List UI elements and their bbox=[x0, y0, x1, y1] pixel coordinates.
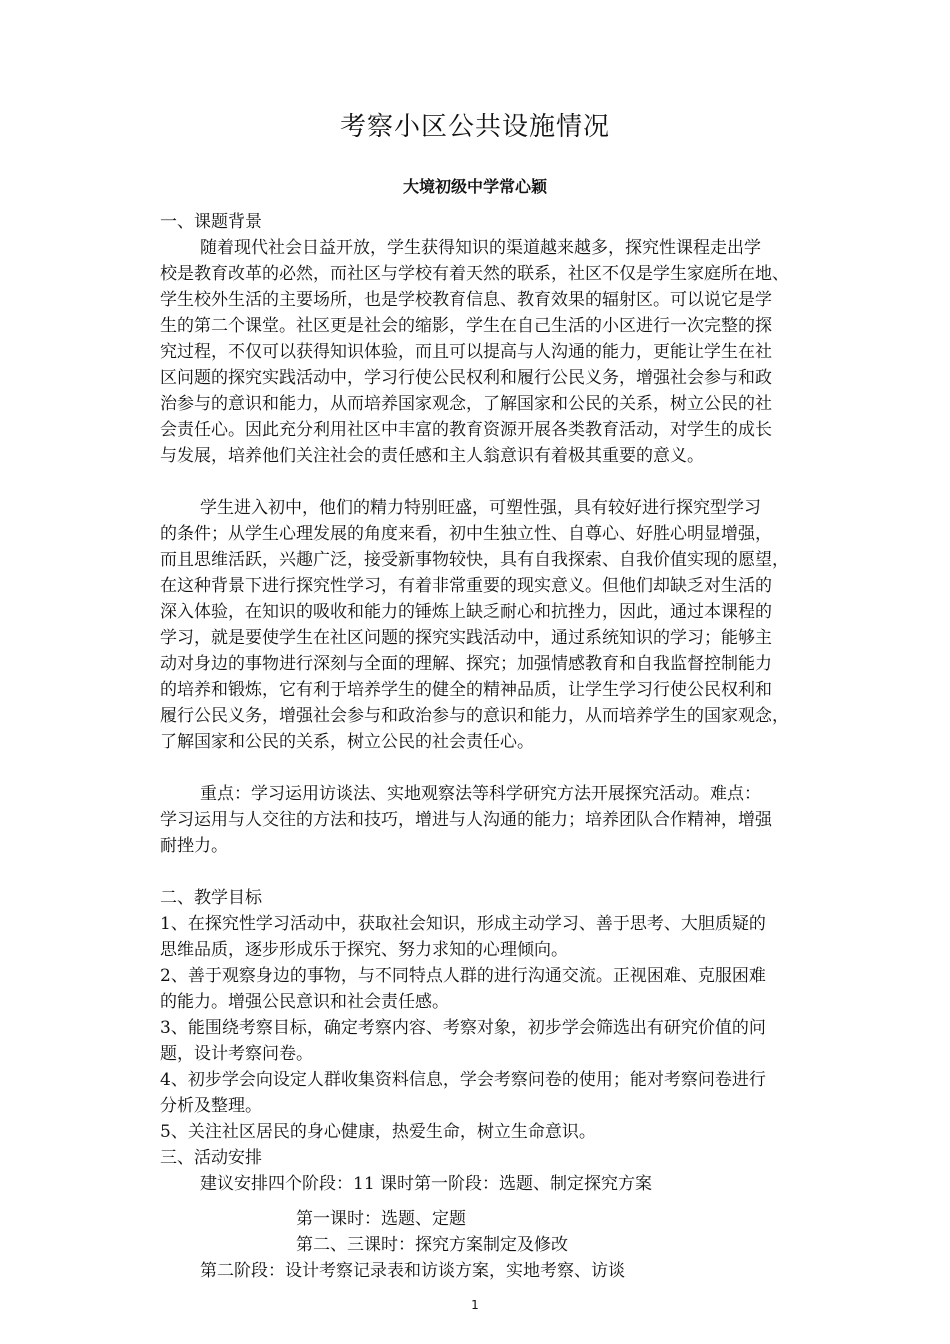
list-item: 3、能围绕考察目标，确定考察内容、考察对象，初步学会筛选出有研究价值的问 bbox=[160, 1018, 766, 1038]
paragraph-line: 了解国家和公民的关系，树立公民的社会责任心。 bbox=[160, 732, 534, 752]
list-item: 5、关注社区居民的身心健康，热爱生命，树立生命意识。 bbox=[160, 1122, 596, 1142]
list-item: 1、在探究性学习活动中，获取社会知识，形成主动学习、善于思考、大胆质疑的 bbox=[160, 914, 766, 934]
paragraph-line: 重点：学习运用访谈法、实地观察法等科学研究方法开展探究活动。难点： bbox=[200, 784, 761, 804]
paragraph-line: 会责任心。因此充分利用社区中丰富的教育资源开展各类教育活动，对学生的成长 bbox=[160, 420, 772, 440]
paragraph-line: 学生校外生活的主要场所，也是学校教育信息、教育效果的辐射区。可以说它是学 bbox=[160, 290, 772, 310]
paragraph-line: 的条件；从学生心理发展的角度来看，初中生独立性、自尊心、好胜心明显增强， bbox=[160, 524, 772, 544]
list-item: 题，设计考察问卷。 bbox=[160, 1044, 313, 1064]
paragraph-line: 区问题的探究实践活动中，学习行使公民权利和履行公民义务，增强社会参与和政 bbox=[160, 368, 772, 388]
paragraph-line: 学习运用与人交往的方法和技巧，增进与人沟通的能力；培养团队合作精神，增强 bbox=[160, 810, 772, 830]
paragraph-line: 建议安排四个阶段：11 课时第一阶段：选题、制定探究方案 bbox=[200, 1174, 653, 1194]
paragraph-line: 第二阶段：设计考察记录表和访谈方案，实地考察、访谈 bbox=[200, 1261, 625, 1281]
paragraph-line: 履行公民义务，增强社会参与和政治参与的意识和能力，从而培养学生的国家观念， bbox=[160, 706, 789, 726]
section-heading-goals: 二、教学目标 bbox=[160, 888, 262, 908]
section-heading-background: 一、课题背景 bbox=[160, 212, 262, 232]
schedule-item: 第一课时：选题、定题 bbox=[296, 1209, 466, 1229]
list-item: 4、初步学会向设定人群收集资料信息，学会考察问卷的使用；能对考察问卷进行 bbox=[160, 1070, 766, 1090]
list-item: 思维品质，逐步形成乐于探究、努力求知的心理倾向。 bbox=[160, 940, 568, 960]
paragraph-line: 与发展，培养他们关注社会的责任感和主人翁意识有着极其重要的意义。 bbox=[160, 446, 704, 466]
page-number: 1 bbox=[471, 1298, 479, 1312]
list-item: 2、善于观察身边的事物，与不同特点人群的进行沟通交流。正视困难、克服困难 bbox=[160, 966, 766, 986]
paragraph-line: 学习，就是要使学生在社区问题的探究实践活动中，通过系统知识的学习；能够主 bbox=[160, 628, 772, 648]
paragraph-line: 校是教育改革的必然，而社区与学校有着天然的联系，社区不仅是学生家庭所在地、 bbox=[160, 264, 789, 284]
paragraph-line: 耐挫力。 bbox=[160, 836, 228, 856]
paragraph-line: 治参与的意识和能力，从而培养国家观念，了解国家和公民的关系，树立公民的社 bbox=[160, 394, 772, 414]
paragraph-line: 而且思维活跃，兴趣广泛，接受新事物较快，具有自我探索、自我价值实现的愿望， bbox=[160, 550, 789, 570]
paragraph-line: 动对身边的事物进行深刻与全面的理解、探究；加强情感教育和自我监督控制能力 bbox=[160, 654, 772, 674]
schedule-item: 第二、三课时：探究方案制定及修改 bbox=[296, 1235, 568, 1255]
paragraph-line: 的培养和锻炼，它有利于培养学生的健全的精神品质，让学生学习行使公民权利和 bbox=[160, 680, 772, 700]
paragraph-line: 深入体验，在知识的吸收和能力的锤炼上缺乏耐心和抗挫力，因此，通过本课程的 bbox=[160, 602, 772, 622]
author-line: 大境初级中学常心颖 bbox=[402, 177, 547, 196]
paragraph-line: 在这种背景下进行探究性学习，有着非常重要的现实意义。但他们却缺乏对生活的 bbox=[160, 576, 772, 596]
document-title: 考察小区公共设施情况 bbox=[339, 112, 610, 142]
list-item: 的能力。增强公民意识和社会责任感。 bbox=[160, 992, 449, 1012]
paragraph-line: 学生进入初中，他们的精力特别旺盛，可塑性强，具有较好进行探究型学习 bbox=[200, 498, 761, 518]
paragraph-line: 生的第二个课堂。社区更是社会的缩影，学生在自己生活的小区进行一次完整的探 bbox=[160, 316, 772, 336]
paragraph-line: 随着现代社会日益开放，学生获得知识的渠道越来越多，探究性课程走出学 bbox=[200, 238, 761, 258]
paragraph-line: 究过程，不仅可以获得知识体验，而且可以提高与人沟通的能力，更能让学生在社 bbox=[160, 342, 772, 362]
list-item: 分析及整理。 bbox=[160, 1096, 262, 1116]
section-heading-activities: 三、活动安排 bbox=[160, 1148, 262, 1168]
